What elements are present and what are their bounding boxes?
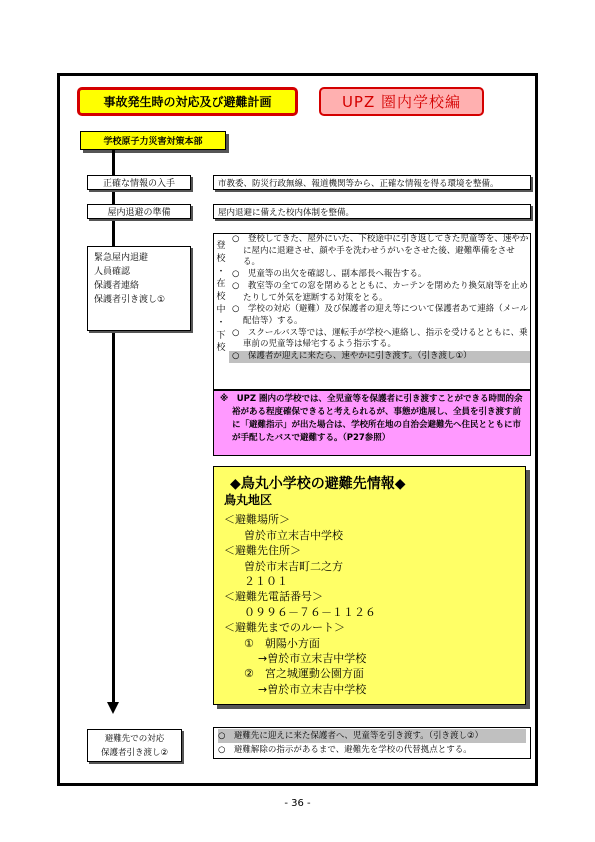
action-item: ○ スクールバス等では、運転手が学校へ連絡し、指示を受けるとともに、乗車前の児童等は帰宅するよう指示する。 bbox=[232, 327, 528, 350]
label-char: 下 bbox=[216, 330, 226, 341]
hq-box: 学校原子力災害対策本部 bbox=[80, 131, 226, 150]
place-label: ＜避難場所＞ bbox=[224, 513, 290, 527]
step-label-info: 正確な情報の入手 bbox=[87, 175, 191, 190]
evacuation-info-box bbox=[213, 466, 526, 705]
timeline-arrow-icon bbox=[107, 702, 119, 714]
evacuation-title: ◆鳥丸小学校の避難先情報◆ bbox=[230, 476, 406, 492]
address-number: ２１０１ bbox=[244, 575, 288, 589]
actions-list bbox=[229, 234, 530, 363]
route-label: ＜避難先までのルート＞ bbox=[224, 621, 345, 635]
timeline-line bbox=[112, 150, 115, 705]
list-item: 緊急屋内退避 bbox=[94, 253, 149, 263]
list-item: 保護者連絡 bbox=[94, 281, 140, 291]
list-item: 保護者引き渡し① bbox=[94, 295, 166, 305]
action-item: ○ 登校してきた、屋外にいた、下校途中に引き返してきた児童等を、速やかに屋内に退避させ、顔や手を洗わせうがいをさせた後、避難準備をさせる。 bbox=[232, 234, 529, 268]
route-2: ② 宮之城運動公園方面 bbox=[244, 667, 364, 681]
label-char: 中 bbox=[216, 304, 226, 315]
label-char: 在 bbox=[216, 279, 226, 290]
route-1: ① 朝陽小方面 bbox=[244, 636, 320, 650]
label-char: 校 bbox=[216, 292, 226, 303]
section-label: UPZ 圏内学校編 bbox=[319, 87, 484, 116]
route-2-dest: →曽於市立末吉中学校 bbox=[258, 682, 367, 696]
action-item-highlight: ○ 保護者が迎えに来たら、速やかに引き渡す。（引き渡し①） bbox=[229, 351, 530, 363]
label-char: 登 bbox=[216, 241, 226, 251]
phone-value: ０９９６－７６－１１２６ bbox=[244, 605, 376, 619]
step-desc-prepare: 屋内退避に備えた校内体制を整備。 bbox=[213, 204, 531, 219]
phone-label: ＜避難先電話番号＞ bbox=[224, 590, 323, 604]
label-char: 校 bbox=[216, 343, 226, 354]
list-item: 人員確認 bbox=[94, 267, 131, 277]
route-1-dest: →曽於市立末吉中学校 bbox=[258, 652, 367, 666]
action-item: ○ 学校の対応（避難）及び保護者の迎え等について保護者あて連絡（メール配信等）する。 bbox=[232, 304, 529, 326]
emergency-steps-list bbox=[87, 246, 191, 331]
action-item: ○ 教室等の全ての窓を閉めるとともに、カーテンを閉めたり換気扇等を止めたりして外気を遮断する対策をとる。 bbox=[232, 280, 528, 303]
action-item: ○ 児童等の出欠を確認し、副本部長へ報告する。 bbox=[232, 269, 427, 280]
final-action-highlight: ○ 避難先に迎えに来た保護者へ、児童等を引き渡す。（引き渡し②） bbox=[218, 729, 526, 743]
page-number: - 36 - bbox=[284, 798, 311, 809]
timing-vertical-label bbox=[214, 240, 228, 355]
label-char: ・ bbox=[216, 317, 226, 328]
final-step-label bbox=[87, 729, 182, 762]
page-title: 事故発生時の対応及び避難計画 bbox=[77, 87, 298, 116]
final-step-desc bbox=[213, 727, 531, 759]
upz-warning-note bbox=[213, 390, 531, 456]
label-char: ・ bbox=[216, 266, 226, 277]
final-label-line: 避難先での対応 bbox=[104, 734, 165, 744]
address-value: 曽於市末吉町二之方 bbox=[244, 559, 343, 573]
place-value: 曽於市立末吉中学校 bbox=[244, 528, 343, 542]
evacuation-area: 鳥丸地区 bbox=[224, 493, 273, 507]
label-char: 校 bbox=[216, 253, 226, 264]
step-desc-info: 市教委、防災行政無線、報道機関等から、正確な情報を得る環境を整備。 bbox=[213, 175, 531, 190]
address-label: ＜避難先住所＞ bbox=[224, 544, 301, 558]
final-action: ○ 避難解除の指示があるまで、避難先を学校の代替拠点とする。 bbox=[218, 745, 472, 755]
final-label-line: 保護者引き渡し② bbox=[100, 748, 169, 758]
step-label-prepare: 屋内退避の準備 bbox=[87, 204, 191, 219]
warning-text: ※ UPZ 圏内の学校では、全児童等を保護者に引き渡すことができる時間的余裕がある程度確保できると考えられるが、事態が進展し、全員を引き渡す前に「避難指示」が出た場合は、学校所在地の自治会避難先へ住民とともに市が手配したバスで避難する。（P27参照） bbox=[220, 394, 523, 443]
